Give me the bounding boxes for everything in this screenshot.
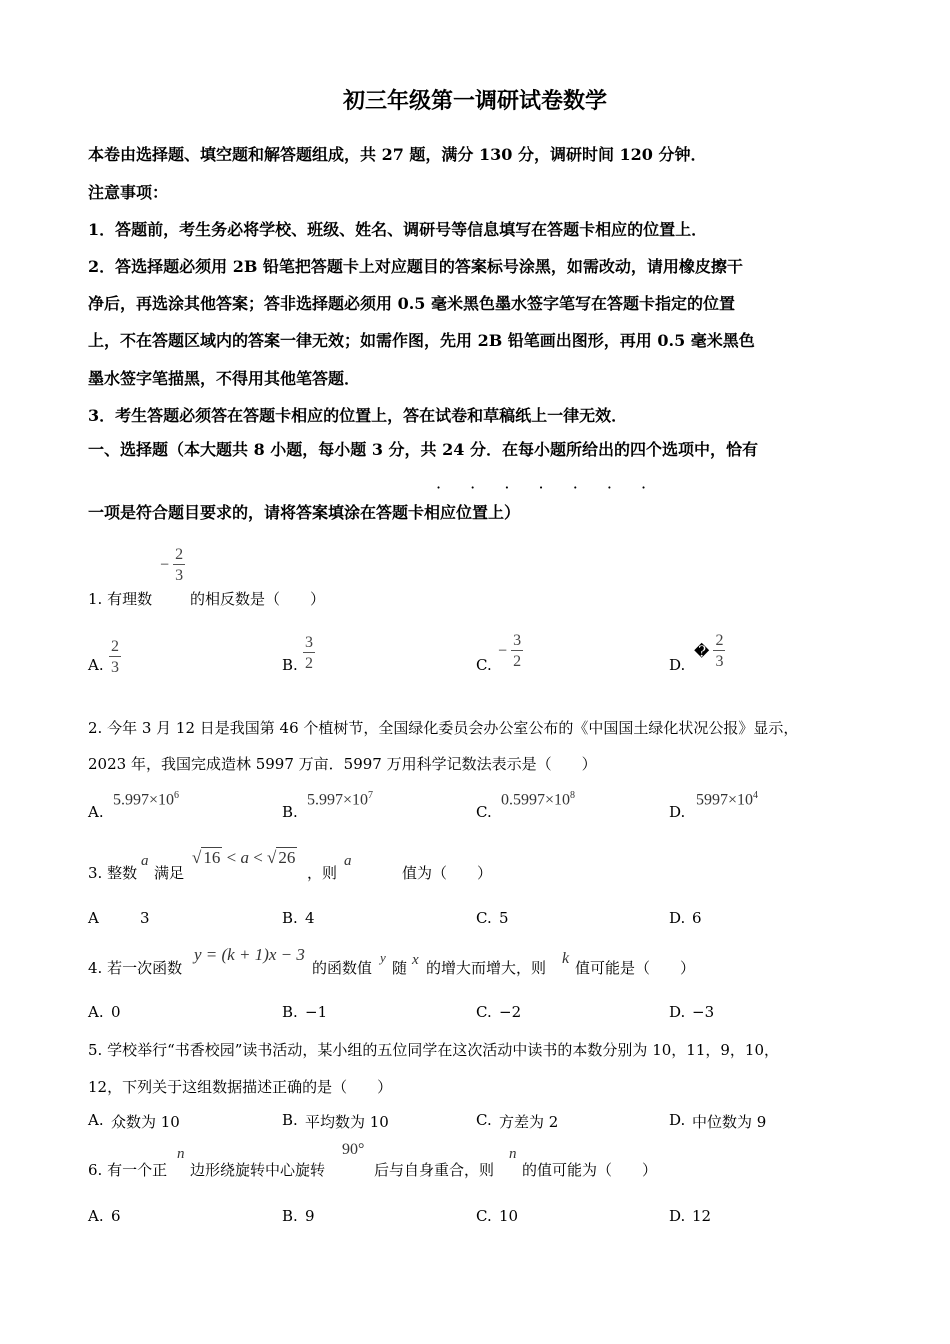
linear-function: y = (k + 1)x − 3 bbox=[194, 945, 305, 964]
q1-option-b-label: B. bbox=[282, 656, 298, 674]
fraction-numerator: 2 bbox=[715, 632, 724, 649]
fraction-sign: − bbox=[498, 642, 508, 660]
emphasis-dots: · · · · · · · bbox=[436, 478, 659, 497]
var-a: a bbox=[344, 853, 352, 869]
question-6-stem-d: 的值可能为（ ） bbox=[522, 1161, 658, 1179]
q3-option-b-text: 4 bbox=[305, 909, 315, 927]
var-a: a bbox=[141, 853, 149, 869]
var-x: x bbox=[412, 952, 419, 968]
var-y: y bbox=[380, 950, 386, 965]
q3-option-a-text: 3 bbox=[140, 909, 150, 927]
q6-option-a-text: 6 bbox=[111, 1207, 121, 1225]
question-4-stem-a: 4. 若一次函数 bbox=[88, 959, 183, 977]
fraction-denominator: 3 bbox=[111, 659, 119, 676]
q1-option-c-label: C. bbox=[476, 656, 492, 674]
base: 5.997×10 bbox=[307, 791, 369, 809]
base: 5.997×10 bbox=[113, 791, 175, 809]
fraction-sign: − bbox=[160, 556, 170, 574]
inequality: √ 16 < a < √ 26 bbox=[192, 848, 296, 867]
notice-item-2-line-3: 上，不在答题区域内的答案一律无效；如需作图，先用 2B 铅笔画出图形，再用 0.5 毫米黑色 bbox=[88, 331, 755, 350]
q6-option-d-text: 12 bbox=[692, 1207, 712, 1225]
page-title: 初三年级第一调研试卷数学 bbox=[342, 88, 607, 114]
notice-heading: 注意事项： bbox=[88, 183, 169, 202]
question-2-stem-line-1: 2. 今年 3 月 12 日是我国第 46 个植树节，全国绿化委员会办公室公布的《中国国土绿化状况公报》显示， bbox=[88, 719, 799, 737]
exponent: 7 bbox=[368, 790, 374, 801]
fraction-numerator: 3 bbox=[305, 634, 313, 651]
q5-option-c-label: C. bbox=[476, 1111, 492, 1129]
less-than: < bbox=[226, 848, 237, 867]
q5-option-d-text: 中位数为 9 bbox=[692, 1113, 767, 1131]
question-4-stem-c: 随 bbox=[392, 959, 408, 977]
question-4-stem-e: 值可能是（ ） bbox=[575, 959, 696, 977]
q6-option-a-label: A. bbox=[88, 1207, 104, 1225]
q2-option-a-label: A. bbox=[88, 803, 104, 821]
q1-option-b-fraction bbox=[304, 632, 314, 673]
radicand-1: 16 bbox=[203, 848, 221, 867]
less-than: < bbox=[253, 848, 263, 867]
q5-option-b-label: B. bbox=[282, 1111, 298, 1129]
q3-option-a-label: A bbox=[88, 909, 99, 927]
q3-option-c-label: C. bbox=[476, 909, 492, 927]
q3-option-d-label: D. bbox=[669, 909, 686, 927]
question-5-stem-line-2: 12，下列关于这组数据描述正确的是（ ） bbox=[88, 1078, 393, 1096]
question-2-stem-line-2: 2023 年，我国完成造林 5997 万亩．5997 万用科学记数法表示是（ ） bbox=[88, 755, 597, 773]
question-3-stem-d: 值为（ ） bbox=[402, 864, 493, 882]
question-4-stem-d: 的增大而增大，则 bbox=[426, 959, 547, 977]
q2-option-c-label: C. bbox=[476, 803, 492, 821]
q6-option-d-label: D. bbox=[669, 1207, 686, 1225]
q2-option-b-label: B. bbox=[282, 803, 298, 821]
section-heading-line-2: 一项是符合题目要求的，请将答案填涂在答题卡相应位置上） bbox=[88, 503, 521, 522]
q2-option-d-value bbox=[696, 790, 758, 809]
question-3-stem-a: 3. 整数 bbox=[88, 864, 138, 882]
var-k: k bbox=[562, 950, 570, 967]
q5-option-c-text: 方差为 2 bbox=[499, 1113, 559, 1131]
radicand-2: 26 bbox=[278, 848, 296, 867]
notice-item-1: 1．答题前，考生务必将学校、班级、姓名、调研号等信息填写在答题卡相应的位置上． bbox=[88, 220, 708, 239]
question-4-stem-b: 的函数值 bbox=[312, 959, 373, 977]
exponent: 6 bbox=[174, 790, 180, 801]
q3-option-b-label: B. bbox=[282, 909, 298, 927]
section-heading-line-1: 一、选择题（本大题共 8 小题，每小题 3 分，共 24 分．在每小题所给出的四个选项中，恰有 bbox=[88, 440, 758, 459]
exam-intro: 本卷由选择题、填空题和解答题组成，共 27 题，满分 130 分，调研时间 120 分钟． bbox=[88, 145, 707, 164]
q2-option-d-label: D. bbox=[669, 803, 686, 821]
exponent: 8 bbox=[570, 790, 576, 801]
q5-option-a-label: A. bbox=[88, 1111, 104, 1129]
q5-option-b-text: 平均数为 10 bbox=[305, 1113, 389, 1131]
question-1-stem-start: 1. 有理数 bbox=[88, 590, 153, 608]
q6-option-c-label: C. bbox=[476, 1207, 492, 1225]
var-n: n bbox=[177, 1146, 185, 1162]
exponent: 4 bbox=[753, 790, 759, 801]
q3-option-d-text: 6 bbox=[692, 909, 702, 927]
q3-option-c-text: 5 bbox=[499, 909, 509, 927]
q1-option-d-fraction bbox=[694, 632, 724, 671]
var-n: n bbox=[509, 1146, 517, 1162]
question-3-stem-c: ，则 bbox=[307, 864, 338, 882]
fraction-numerator: 2 bbox=[111, 638, 119, 655]
question-6-stem-a: 6. 有一个正 bbox=[88, 1161, 168, 1179]
fraction-denominator: 3 bbox=[715, 653, 724, 670]
q1-option-c-fraction bbox=[498, 632, 522, 671]
question-1-fraction bbox=[160, 546, 184, 585]
q4-option-d-text: −3 bbox=[692, 1003, 715, 1021]
notice-item-2-line-4: 墨水签字笔描黑，不得用其他笔答题． bbox=[88, 369, 361, 388]
q4-option-b-label: B. bbox=[282, 1003, 298, 1021]
q1-option-a-fraction bbox=[110, 636, 120, 677]
q6-option-b-label: B. bbox=[282, 1207, 298, 1225]
q1-option-d-label: D. bbox=[669, 656, 686, 674]
var-a: a bbox=[240, 848, 249, 867]
notice-item-3: 3．考生答题必须答在答题卡相应的位置上，答在试卷和草稿纸上一律无效． bbox=[88, 406, 628, 425]
q1-option-a-label: A. bbox=[88, 656, 104, 674]
q4-option-c-text: −2 bbox=[499, 1003, 522, 1021]
q6-option-c-text: 10 bbox=[499, 1207, 519, 1225]
q2-option-a-value bbox=[113, 790, 179, 809]
base: 0.5997×10 bbox=[501, 791, 571, 809]
question-5-stem-line-1: 5. 学校举行“书香校园”读书活动，某小组的五位同学在这次活动中读书的本数分别为 10，11，9，10， bbox=[88, 1041, 779, 1059]
question-3-stem-b: 满足 bbox=[154, 864, 185, 882]
q4-option-a-label: A. bbox=[88, 1003, 104, 1021]
q4-option-b-text: −1 bbox=[305, 1003, 328, 1021]
question-6-stem-c: 后与自身重合，则 bbox=[374, 1161, 495, 1179]
fraction-numerator: 3 bbox=[513, 632, 522, 649]
question-1-stem-end: 的相反数是（ ） bbox=[190, 590, 326, 608]
q5-option-d-label: D. bbox=[669, 1111, 686, 1129]
q5-option-a-text: 众数为 10 bbox=[111, 1113, 180, 1131]
notice-item-2-line-2: 净后，再选涂其他答案；答非选择题必须用 0.5 毫米黑色墨水签字笔写在答题卡指定的位置 bbox=[88, 294, 735, 313]
q4-option-c-label: C. bbox=[476, 1003, 492, 1021]
question-6-stem-b: 边形绕旋转中心旋转 bbox=[190, 1161, 326, 1179]
rotation-angle: 90° bbox=[342, 1141, 365, 1158]
fraction-numerator: 2 bbox=[175, 546, 184, 563]
base: 5997×10 bbox=[696, 791, 754, 809]
q6-option-b-text: 9 bbox=[305, 1207, 315, 1225]
q4-option-d-label: D. bbox=[669, 1003, 686, 1021]
q2-option-c-value bbox=[501, 790, 575, 809]
fraction-denominator: 2 bbox=[513, 653, 522, 670]
fraction-denominator: 3 bbox=[175, 567, 184, 584]
q2-option-b-value bbox=[307, 790, 373, 809]
q4-option-a-text: 0 bbox=[111, 1003, 121, 1021]
notice-item-2-line-1: 2．答选择题必须用 2B 铅笔把答题卡上对应题目的答案标号涂黑，如需改动，请用橡皮擦干 bbox=[88, 257, 743, 276]
fraction-sign: � bbox=[694, 642, 710, 661]
fraction-denominator: 2 bbox=[305, 655, 313, 672]
